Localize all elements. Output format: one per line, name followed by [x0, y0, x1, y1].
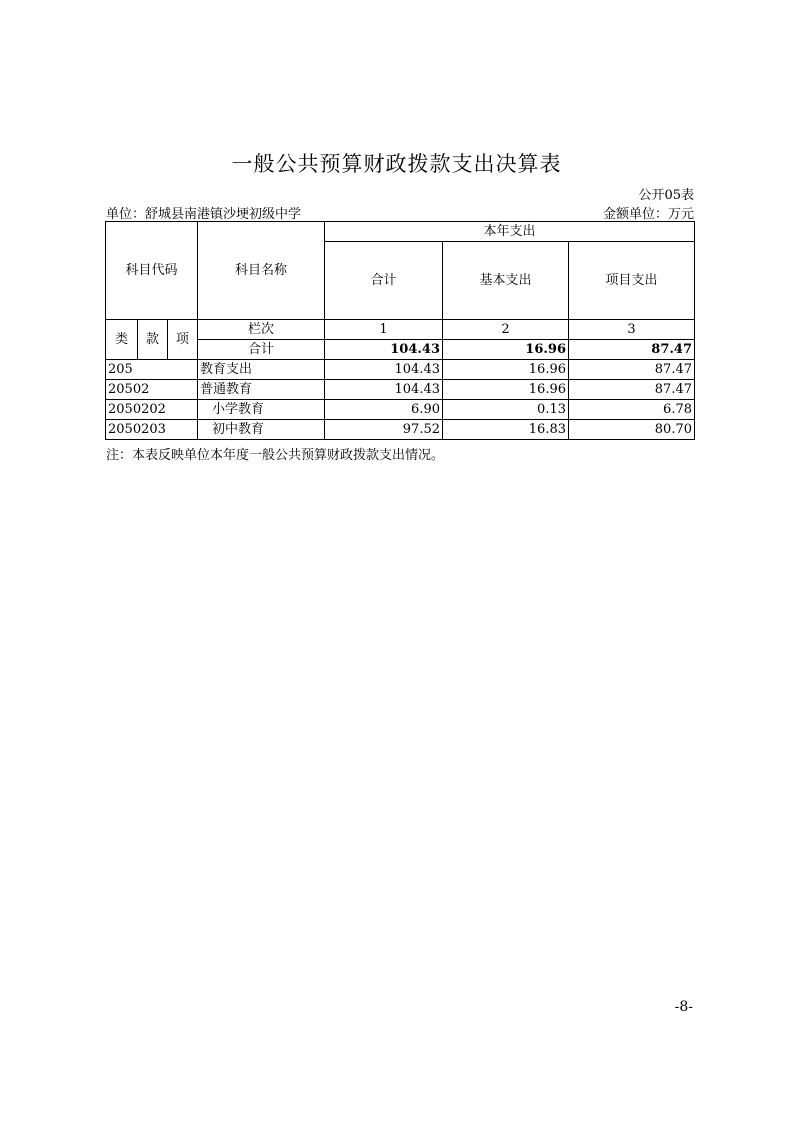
row-label: 栏次: [198, 320, 325, 340]
row-name: 小学教育: [198, 400, 325, 420]
row-basic: 16.96: [443, 380, 569, 400]
header-code: 科目代码: [106, 222, 198, 320]
amount-unit-label: 金额单位：万元: [602, 207, 694, 222]
table-number: 公开05表: [638, 188, 694, 203]
header-name: 科目名称: [198, 222, 325, 320]
table-row: [106, 400, 695, 420]
row-name: 初中教育: [198, 420, 325, 440]
header-project: 项目支出: [569, 242, 695, 320]
row-project: 87.47: [569, 380, 695, 400]
row-code: 2050203: [106, 420, 198, 440]
row-name: 教育支出: [198, 360, 325, 380]
header-lei: 类: [106, 320, 138, 360]
total-project: 87.47: [569, 340, 695, 360]
page-title: 一般公共预算财政拨款支出决算表: [231, 152, 562, 176]
header-basic: 基本支出: [443, 242, 569, 320]
column-number-1: 1: [325, 320, 443, 340]
column-number-2: 2: [443, 320, 569, 340]
column-number-3: 3: [569, 320, 695, 340]
total-sum: 104.43: [325, 340, 443, 360]
page-number: -8-: [674, 999, 693, 1015]
row-total: 104.43: [325, 380, 443, 400]
row-project: 80.70: [569, 420, 695, 440]
row-total: 6.90: [325, 400, 443, 420]
row-project: 87.47: [569, 360, 695, 380]
expenditure-table: [105, 221, 695, 440]
total-label: 合计: [198, 340, 325, 360]
row-project: 6.78: [569, 400, 695, 420]
row-code: 2050202: [106, 400, 198, 420]
row-total: 97.52: [325, 420, 443, 440]
header-kuan: 款: [138, 320, 168, 360]
total-basic: 16.96: [443, 340, 569, 360]
table-note: 注：本表反映单位本年度一般公共预算财政拨款支出情况。: [106, 448, 445, 463]
row-basic: 16.83: [443, 420, 569, 440]
header-xiang: 项: [168, 320, 198, 360]
header-total: 合计: [325, 242, 443, 320]
row-basic: 0.13: [443, 400, 569, 420]
row-code: 205: [106, 360, 198, 380]
row-total: 104.43: [325, 360, 443, 380]
table-row: [106, 380, 695, 400]
row-code: 20502: [106, 380, 198, 400]
table-row: [106, 360, 695, 380]
row-basic: 16.96: [443, 360, 569, 380]
header-year-expense: 本年支出: [325, 222, 695, 242]
unit-label: 单位：舒城县南港镇沙埂初级中学: [106, 207, 302, 222]
row-name: 普通教育: [198, 380, 325, 400]
table-row: [106, 420, 695, 440]
